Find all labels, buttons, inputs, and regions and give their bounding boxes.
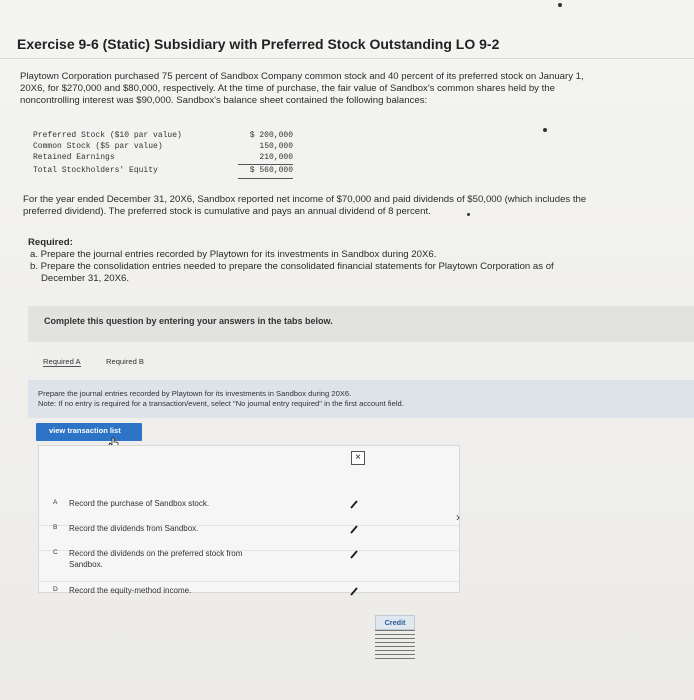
- required-b-cont: December 31, 20X6.: [41, 273, 129, 284]
- transaction-letter: B: [53, 524, 58, 531]
- transaction-row[interactable]: [39, 524, 459, 551]
- balance-label: Preferred Stock ($10 par value): [33, 131, 182, 140]
- edit-pencil-icon[interactable]: [349, 549, 359, 559]
- header-divider: [0, 58, 694, 59]
- year-end-line-1: For the year ended December 31, 20X6, Sandbox reported net income of $70,000 and paid dividends of $50,000 (which includes the: [23, 194, 587, 205]
- credit-entry-line[interactable]: [375, 634, 415, 635]
- transaction-row[interactable]: [39, 499, 459, 526]
- instruction-line-1: Prepare the journal entries recorded by Playtown for its investments in Sandbox during 20X6.: [38, 389, 352, 398]
- balance-amount: 210,000: [259, 153, 293, 162]
- balance-label: Retained Earnings: [33, 153, 115, 162]
- transaction-description: [69, 549, 242, 570]
- balance-amount: 150,000: [259, 142, 293, 151]
- tab-required-b[interactable]: Required B: [106, 357, 144, 366]
- dot-marker: [558, 3, 562, 7]
- year-end-line-2: preferred dividend). The preferred stock is cumulative and pays an annual dividend of 8 percent.: [23, 206, 431, 217]
- credit-entry-line[interactable]: [375, 638, 415, 639]
- intro-line-2: 20X6, for $270,000 and $80,000, respectively. At the time of purchase, the fair value of Sandbox's common shares held by the: [20, 83, 555, 94]
- credit-column-header: Credit: [375, 615, 415, 630]
- balance-amount: $ 200,000: [249, 131, 293, 140]
- intro-line-3: noncontrolling interest was $90,000. Sandbox's balance sheet contained the following balances:: [20, 95, 428, 106]
- instruction-banner: [28, 306, 694, 342]
- credit-entry-lines: [375, 630, 415, 662]
- edit-pencil-icon[interactable]: [349, 586, 359, 596]
- transaction-row[interactable]: [39, 586, 459, 612]
- required-b: b. Prepare the consolidation entries needed to prepare the consolidated financial statements for Playtown Corporation as of: [30, 261, 554, 272]
- balance-row: [33, 166, 293, 177]
- chevron-right-icon[interactable]: ›: [456, 510, 460, 524]
- transaction-description: Record the equity-method income.: [69, 586, 192, 595]
- balance-row: [33, 142, 293, 153]
- instruction-note: Note: If no entry is required for a transaction/event, select "No journal entry required" in the first account field.: [38, 398, 404, 408]
- subtotal-rule: [238, 164, 293, 165]
- required-a: a. Prepare the journal entries recorded by Playtown for its investments in Sandbox during 20X6.: [30, 249, 437, 260]
- transaction-letter: A: [53, 499, 58, 506]
- instruction-text: [38, 389, 404, 408]
- credit-entry-line[interactable]: [375, 630, 415, 631]
- tab-required-a[interactable]: Required A: [43, 357, 81, 366]
- balance-label: Common Stock ($5 par value): [33, 142, 163, 151]
- credit-entry-line[interactable]: [375, 654, 415, 655]
- edit-pencil-icon[interactable]: [349, 499, 359, 509]
- credit-entry-line[interactable]: [375, 650, 415, 651]
- dot-marker: [467, 213, 470, 216]
- transaction-letter: D: [53, 586, 58, 593]
- balance-sheet-table: [33, 131, 293, 177]
- dot-marker: [543, 128, 547, 132]
- transaction-list-panel: [38, 445, 460, 593]
- credit-entry-line[interactable]: [375, 658, 415, 659]
- balance-amount: $ 560,000: [249, 166, 293, 175]
- transaction-letter: C: [53, 549, 58, 556]
- transaction-description: Record the purchase of Sandbox stock.: [69, 499, 210, 508]
- page-title: Exercise 9-6 (Static) Subsidiary with Preferred Stock Outstanding LO 9-2: [17, 36, 500, 52]
- credit-entry-line[interactable]: [375, 642, 415, 643]
- transaction-row[interactable]: [39, 549, 459, 582]
- tab-instructions: [28, 380, 694, 418]
- transaction-description-line: Sandbox.: [69, 559, 103, 569]
- balance-row: [33, 153, 293, 164]
- required-heading: Required:: [28, 237, 73, 248]
- credit-entry-line[interactable]: [375, 646, 415, 647]
- transaction-description: Record the dividends from Sandbox.: [69, 524, 199, 533]
- intro-line-1: Playtown Corporation purchased 75 percent of Sandbox Company common stock and 40 percent of its preferred stock on January 1,: [20, 71, 584, 82]
- complete-instruction: Complete this question by entering your answers in the tabs below.: [44, 316, 333, 326]
- balance-row: [33, 131, 293, 142]
- total-rule: [238, 178, 293, 179]
- view-transaction-list-button[interactable]: view transaction list: [36, 423, 142, 441]
- balance-label: Total Stockholders' Equity: [33, 166, 158, 175]
- edit-pencil-icon[interactable]: [349, 524, 359, 534]
- transaction-description-line: Record the dividends on the preferred stock from: [69, 549, 243, 558]
- tab-bar: [28, 344, 694, 380]
- close-icon[interactable]: ×: [351, 451, 365, 465]
